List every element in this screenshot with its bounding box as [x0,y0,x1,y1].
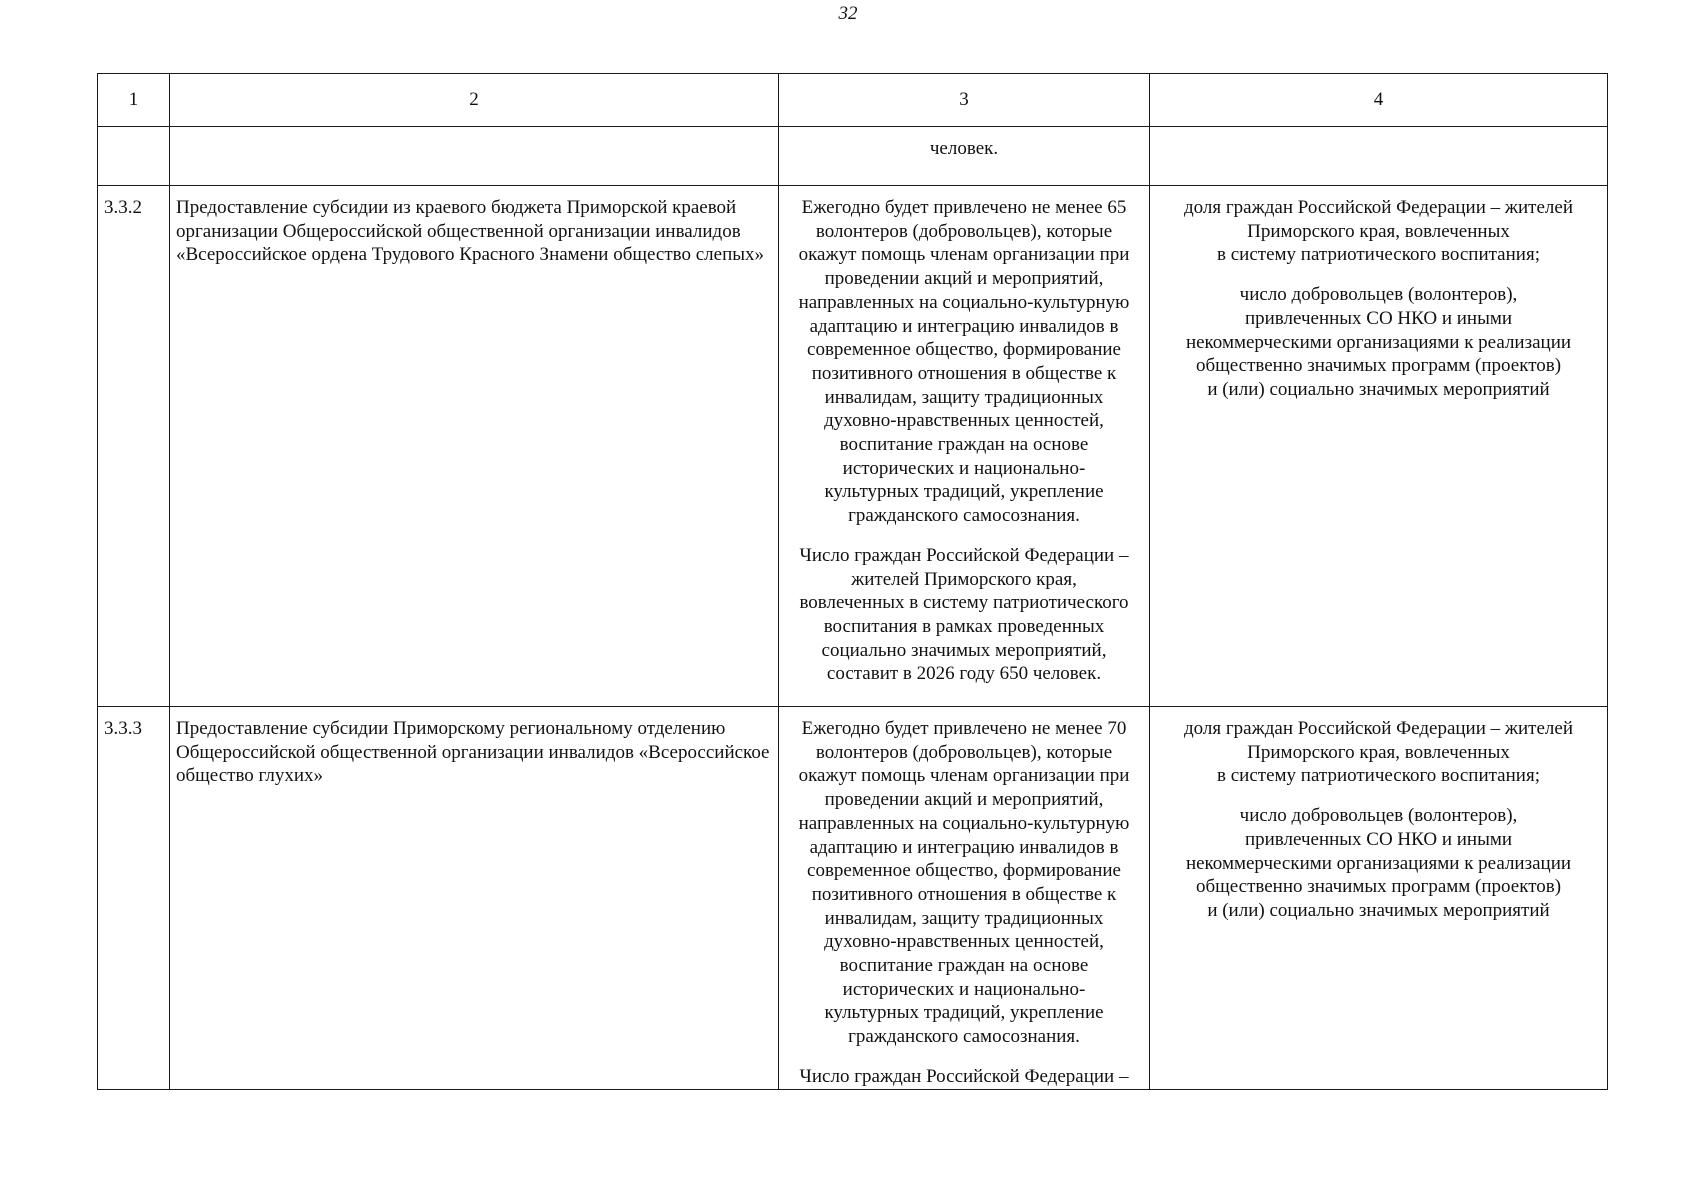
expected-result [779,186,1150,707]
text-line: инвалидам, защиту традиционных [824,907,1104,929]
text-line: культурных традиций, укрепление [824,481,1104,503]
text-line: привлеченных СО НКО и иными [1244,307,1513,329]
text-line: в систему патриотического воспитания; [1217,244,1540,266]
text-line: окажут помощь членам организации при [798,244,1130,266]
header-cell-1: 1 [98,74,170,127]
table-row [98,186,1608,707]
text-line: некоммерческими организациями к реализации [1185,852,1572,874]
text-line: жителей Приморского края, [851,568,1077,590]
text-line: общественно значимых программ (проектов) [1195,355,1562,377]
measure-description: Предоставление субсидии из краевого бюджета Приморской краевой организации Общероссийской общественной организации инвалидов «Всероссийское ордена Трудового Красного Знамени общество слепых» [170,186,779,707]
text-line: гражданского самосознания. [848,1026,1080,1048]
indicator-paragraph-2 [1156,804,1601,923]
continuation-row [98,127,1608,186]
indicator-paragraph [1156,196,1601,267]
text-line: Число граждан Российской Федерации – [799,544,1129,566]
text-line: позитивного отношения в обществе к [811,883,1117,905]
result-paragraph [785,717,1143,1049]
text-line: воспитание граждан на основе [839,955,1089,977]
text-line: проведении акций и мероприятий, [824,789,1104,811]
text-line: позитивного отношения в обществе к [811,362,1117,384]
result-paragraph-2 [785,1065,1143,1089]
text-line: Приморского края, вовлеченных [1247,220,1510,242]
text-line: некоммерческими организациями к реализации [1185,331,1572,353]
text-line: в систему патриотического воспитания; [1217,765,1540,787]
text-line: волонтеров (добровольцев), которые [815,741,1113,763]
continuation-cell-1 [98,127,170,186]
row-number: 3.3.2 [98,186,170,707]
expected-result [779,707,1150,1090]
header-cell-3: 3 [779,74,1150,127]
text-line: культурных традиций, укрепление [824,1002,1104,1024]
text-line: социально значимых мероприятий, [821,639,1107,661]
text-line: доля граждан Российской Федерации – жителей [1184,718,1573,739]
text-line: и (или) социально значимых мероприятий [1207,899,1550,921]
text-line: вовлеченных в систему патриотического [799,592,1129,614]
text-line: исторических и национально- [842,457,1086,479]
indicator [1150,707,1608,1090]
text-line: духовно-нравственных ценностей, [824,931,1104,953]
text-line: воспитание граждан на основе [839,434,1089,456]
text-line: духовно-нравственных ценностей, [824,410,1104,432]
text-line: общественно значимых программ (проектов) [1195,876,1562,898]
measures-table [97,73,1608,1090]
table-header-row [98,74,1608,127]
text-line: Число граждан Российской Федерации – [799,1065,1129,1087]
text-line: адаптацию и интеграцию инвалидов в [809,836,1119,858]
text-line: современное общество, формирование [807,860,1121,882]
text-line: адаптацию и интеграцию инвалидов в [809,315,1119,337]
text-line: инвалидам, защиту традиционных [824,386,1104,408]
text-line: и (или) социально значимых мероприятий [1207,378,1550,400]
text-line: волонтеров (добровольцев), которые [815,220,1113,242]
text-line: доля граждан Российской Федерации – жителей [1184,197,1573,218]
indicator-paragraph-2 [1156,283,1601,402]
text-line: направленных на социально-культурную [798,812,1130,834]
text-line: исторических и национально- [842,978,1086,1000]
text-line: гражданского самосознания. [848,505,1080,527]
measure-description: Предоставление субсидии Приморскому региональному отделению Общероссийской общественной организации инвалидов «Всероссийское общество глухих» [170,707,779,1090]
result-paragraph [785,196,1143,528]
page-number: 32 [838,3,858,24]
text-line: привлеченных СО НКО и иными [1244,828,1513,850]
continuation-cell-4 [1150,127,1608,186]
text-line: направленных на социально-культурную [798,291,1130,313]
continuation-cell-3: человек. [779,127,1150,186]
text-line: воспитания в рамках проведенных [823,615,1105,637]
text-line: число добровольцев (волонтеров), [1239,284,1518,306]
row-number: 3.3.3 [98,707,170,1090]
indicator-paragraph [1156,717,1601,788]
continuation-cell-2 [170,127,779,186]
table-row [98,707,1608,1090]
header-cell-4: 4 [1150,74,1608,127]
text-line: число добровольцев (волонтеров), [1239,805,1518,827]
text-line: окажут помощь членам организации при [798,765,1130,787]
text-line: Ежегодно будет привлечено не менее 65 [801,197,1127,218]
indicator [1150,186,1608,707]
text-line: проведении акций и мероприятий, [824,268,1104,290]
text-line: Приморского края, вовлеченных [1247,741,1510,763]
header-cell-2: 2 [170,74,779,127]
text-line: Ежегодно будет привлечено не менее 70 [801,718,1127,739]
text-line: современное общество, формирование [807,339,1121,361]
result-paragraph-2 [785,544,1143,686]
text-line: составит в 2026 году 650 человек. [826,663,1102,685]
